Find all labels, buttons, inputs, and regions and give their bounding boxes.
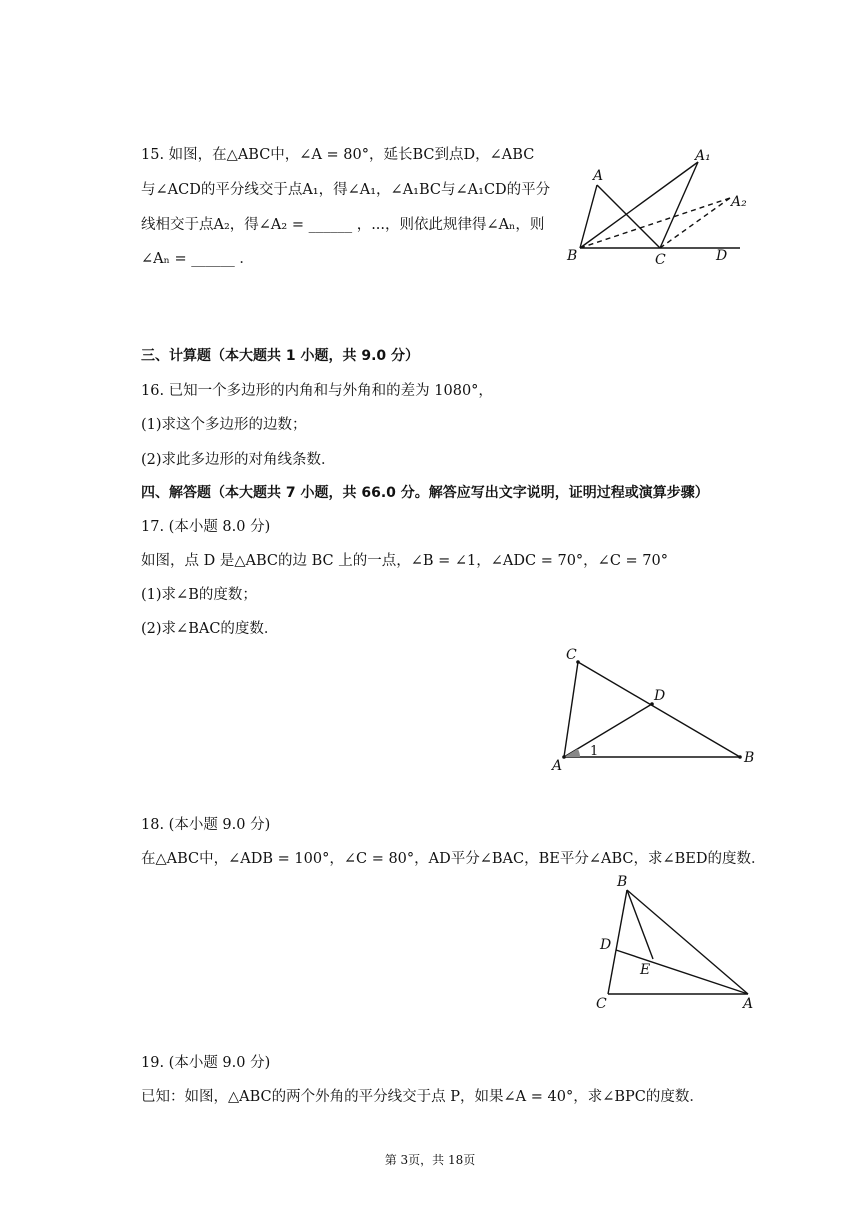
q15-label-A: A — [593, 168, 604, 184]
q15-label-B: B — [567, 248, 578, 264]
q17-stem: 如图，点 D 是△ABC的边 BC 上的一点，∠B = ∠1，∠ADC = 70°，∠C = 70° — [141, 553, 668, 569]
q18-label-A: A — [743, 996, 754, 1012]
q17-label-C: C — [566, 647, 577, 663]
q15-line2: 与∠ACD的平分线交于点A₁，得∠A₁，∠A₁BC与∠A₁CD的平分 — [141, 182, 551, 198]
q15-line1: 15. 如图，在△ABC中，∠A = 80°，延长BC到点D，∠ABC — [141, 147, 535, 163]
q17-part2: (2)求∠BAC的度数． — [141, 621, 279, 637]
q15-label-D: D — [716, 248, 728, 264]
page-footer: 第 3页，共 18页 — [384, 1153, 476, 1167]
q18-header: 18. (本小题 9.0 分) — [141, 817, 271, 833]
q15-figure — [555, 140, 765, 270]
q16-part1: (1)求这个多边形的边数； — [141, 417, 307, 433]
q18-label-D: D — [600, 937, 612, 953]
q15-label-A2: A₂ — [731, 194, 747, 210]
q18-label-E: E — [640, 962, 651, 978]
q19-header: 19. (本小题 9.0 分) — [141, 1055, 271, 1071]
q15-label-A1: A₁ — [695, 148, 711, 164]
q18-figure — [590, 870, 765, 1015]
section3-heading: 三、计算题（本大题共 1 小题，共 9.0 分） — [141, 348, 420, 364]
q17-label-D: D — [654, 688, 666, 704]
q17-label-B: B — [744, 750, 755, 766]
q17-header: 17. (本小题 8.0 分) — [141, 519, 271, 535]
q18-label-C: C — [596, 996, 607, 1012]
angle-1-mark — [564, 749, 580, 757]
q16-part2: (2)求此多边形的对角线条数． — [141, 452, 336, 468]
q15-line3: 线相交于点A₂，得∠A₂ = ______ ，...，则依此规律得∠Aₙ，则 — [141, 217, 545, 233]
q16-stem: 16. 已知一个多边形的内角和与外角和的差为 1080°， — [141, 383, 493, 399]
section4-heading: 四、解答题（本大题共 7 小题，共 66.0 分。解答应写出文字说明，证明过程或演算步骤） — [141, 485, 709, 501]
q17-part1: (1)求∠B的度数； — [141, 587, 257, 603]
q19-stem: 已知：如图，△ABC的两个外角的平分线交于点 P，如果∠A = 40°，求∠BPC的度数． — [141, 1089, 704, 1105]
q15-label-C: C — [655, 252, 666, 268]
q17-label-A: A — [552, 758, 563, 774]
q15-line4: ∠Aₙ = ______ ． — [141, 251, 254, 267]
q17-label-angle1: 1 — [590, 744, 599, 759]
q18-label-B: B — [617, 874, 628, 890]
q18-stem: 在△ABC中，∠ADB = 100°，∠C = 80°，AD平分∠BAC，BE平分∠ABC，求∠BED的度数． — [141, 851, 766, 867]
q17-figure — [550, 642, 765, 777]
